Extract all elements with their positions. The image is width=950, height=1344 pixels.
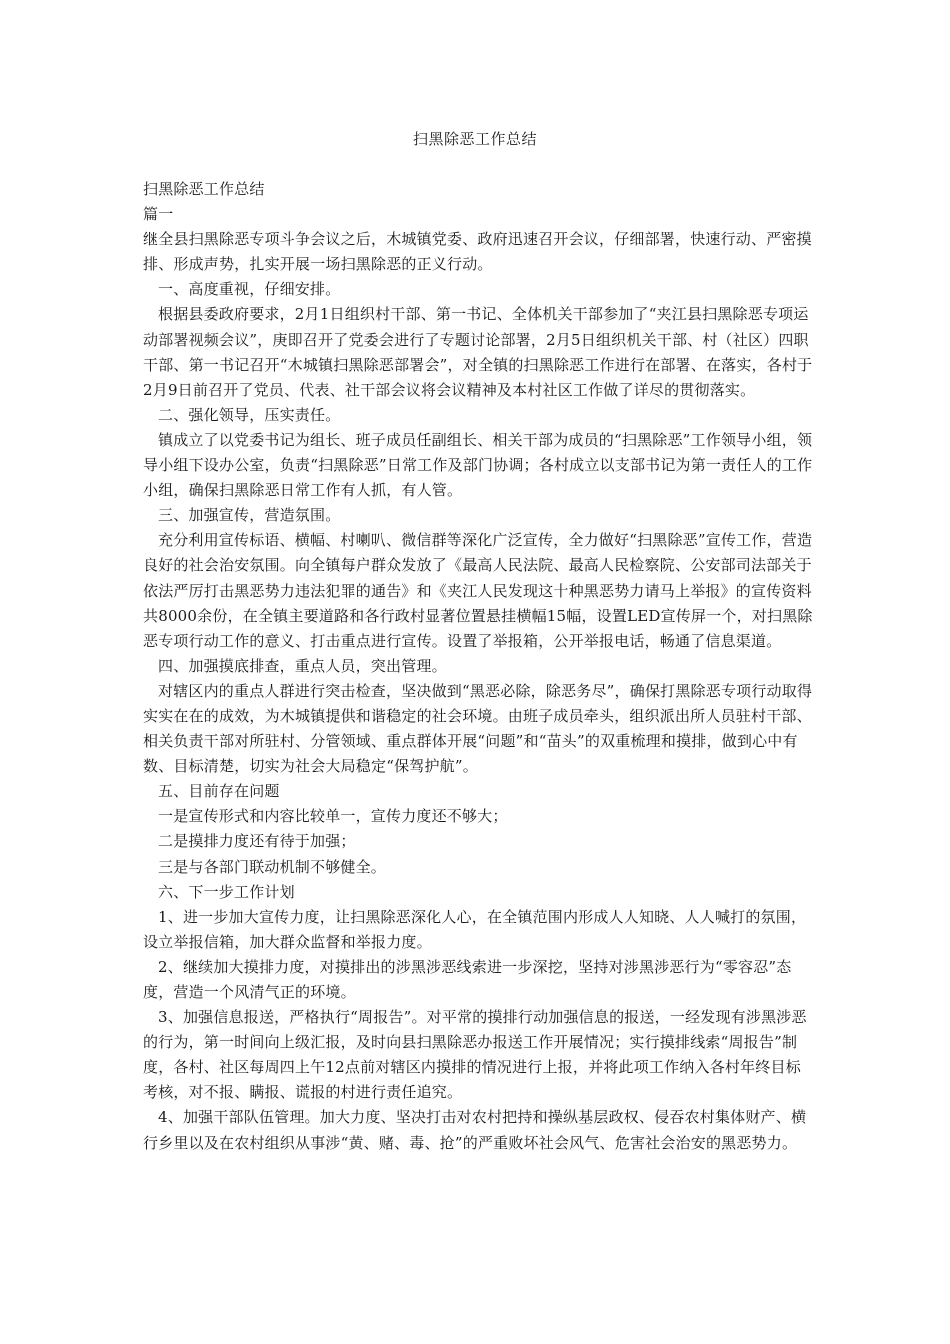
document-title: 扫黑除恶工作总结 [412,130,537,148]
heading-3: 三、加强宣传，营造氛围。 [158,506,341,525]
problem-item-2: 二是摸排力度还有待于加强； [158,832,356,851]
body-heading: 扫黑除恶工作总结 [143,180,265,198]
heading-5: 五、目前存在问题 [158,782,280,801]
plan-item-2: 2、继续加大摸排力度，对摸排出的涉黑涉恶线索进一步深挖，坚持对涉黑涉恶行为“零容忍”态度，营造一个风清气正的环境。 [143,957,792,1001]
intro-paragraph: 继全县扫黑除恶专项斗争会议之后，木城镇党委、政府迅速召开会议，仔细部署，快速行动、严密摸排、形成声势，扎实开展一场扫黑除恶的正义行动。 [143,230,812,274]
problem-item-3: 三是与各部门联动机制不够健全。 [158,857,387,876]
heading-4: 四、加强摸底排查，重点人员，突出管理。 [158,656,447,675]
plan-item-3: 3、加强信息报送，严格执行“周报告”。对平常的摸排行动加强信息的报送，一经发现有涉黑涉恶的行为，第一时间向上级汇报，及时向县扫黑除恶办报送工作开展情况；实行摸排线索“周报告”制度，各村、社区每周四上午12点前对辖区内摸排的情况进行上报，并将此项工作纳入各村年终目标考核，对不报、瞒报、谎报的村进行责任追究。 [143,1008,807,1102]
paragraph-3: 充分利用宣传标语、横幅、村喇叭、微信群等深化广泛宣传，全力做好“扫黑除恶”宣传工作，营造良好的社会治安氛围。向全镇每户群众发放了《最高人民法院、最高人民检察院、公安部司法部关于依法严厉打击黑恶势力违法犯罪的通告》和《夹江人民发现这十种黑恶势力请马上举报》的宣传资料共8000余份，在全镇主要道路和各行政村显著位置悬挂横幅15幅，设置LED宣传屏一个，对扫黑除恶专项行动工作的意义、打击重点进行宣传。设置了举报箱，公开举报电话，畅通了信息渠道。 [143,531,813,650]
heading-6: 六、下一步工作计划 [158,882,295,901]
problem-item-1: 一是宣传形式和内容比较单一，宣传力度还不够大； [158,807,508,826]
section-label: 篇一 [143,205,174,224]
paragraph-4: 对辖区内的重点人群进行突击检查，坚决做到“黑恶必除，除恶务尽”，确保打黑除恶专项行动取得实实在在的成效，为木城镇提供和谐稳定的社会环境。由班子成员牵头，组织派出所人员驻村干部、相关负责干部对所驻村、分管领域、重点群体开展“问题”和“苗头”的双重梳理和摸排，做到心中有数、目标清楚，切实为社会大局稳定“保驾护航”。 [143,681,813,776]
plan-item-1: 1、进一步加大宣传力度，让扫黑除恶深化人心，在全镇范围内形成人人知晓、人人喊打的氛围，设立举报信箱，加大群众监督和举报力度。 [143,907,807,951]
heading-2: 二、强化领导，压实责任。 [158,405,341,424]
plan-item-4: 4、加强干部队伍管理。加大力度、坚决打击对农村把持和操纵基层政权、侵吞农村集体财产、横行乡里以及在农村组织从事涉“黄、赌、毒、抢”的严重败坏社会风气、危害社会治安的黑恶势力。 [143,1108,807,1152]
paragraph-1: 根据县委政府要求，2月1日组织村干部、第一书记、全体机关干部参加了“夹江县扫黑除恶专项运动部署视频会议”，庚即召开了党委会进行了专题讨论部署，2月5日组织机关干部、村（社区）四职干部、第一书记召开“木城镇扫黑除恶部署会”，对全镇的扫黑除恶工作进行在部署、在落实，各村于2月9日前召开了党员、代表、社干部会议将会议精神及本村社区工作做了详尽的贯彻落实。 [143,305,813,399]
heading-1: 一、高度重视，仔细安排。 [158,280,341,299]
paragraph-2: 镇成立了以党委书记为组长、班子成员任副组长、相关干部为成员的“扫黑除恶”工作领导小组，领导小组下设办公室，负责“扫黑除恶”日常工作及部门协调；各村成立以支部书记为第一责任人的工作小组，确保扫黑除恶日常工作有人抓，有人管。 [143,430,813,500]
document-body [143,177,815,1156]
